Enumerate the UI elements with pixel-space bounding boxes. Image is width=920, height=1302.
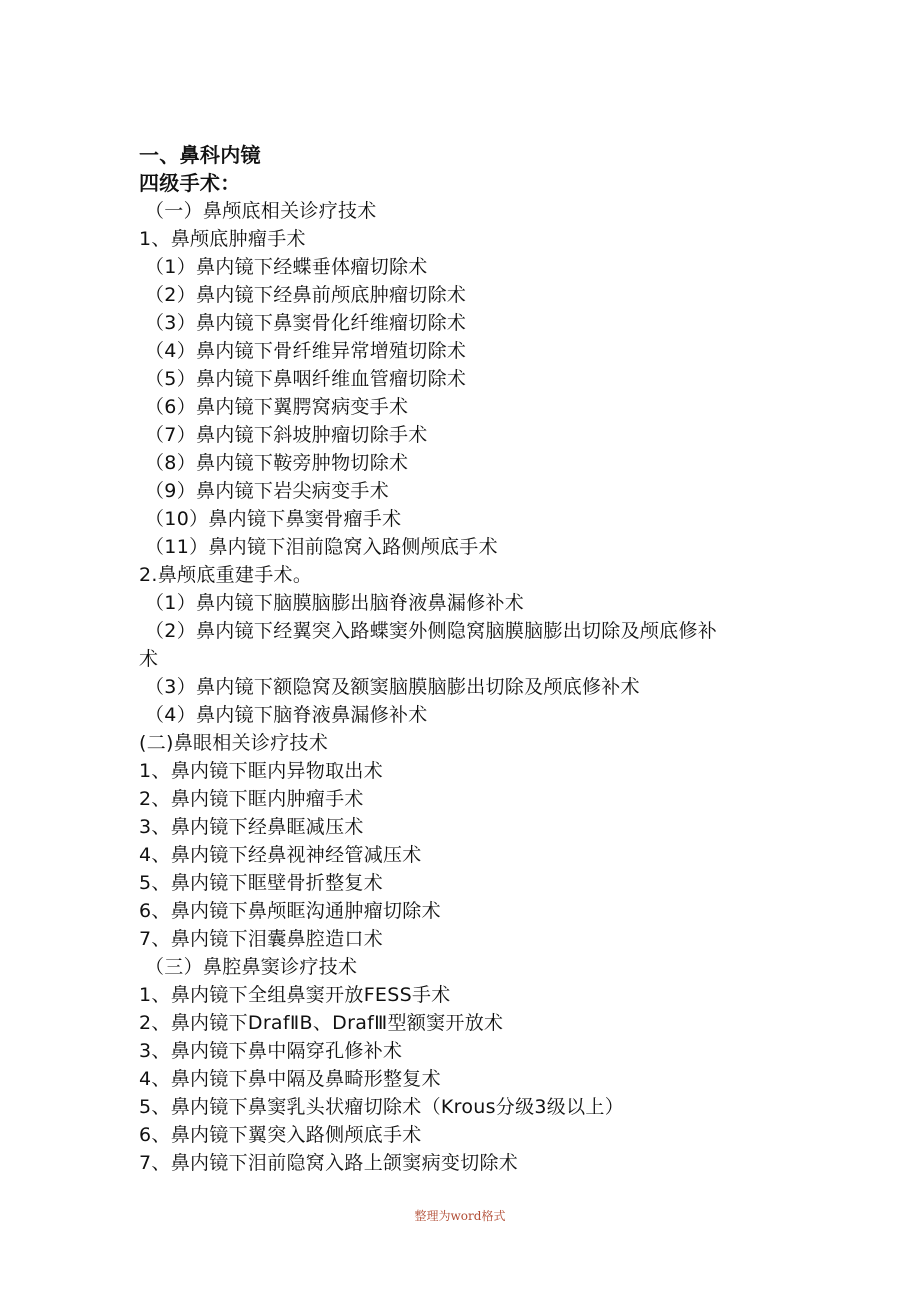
text-line: 4、鼻内镜下鼻中隔及鼻畸形整复术	[139, 1068, 441, 1090]
text-line: 1、鼻内镜下全组鼻窦开放FESS手术	[139, 984, 451, 1006]
text-line: （3）鼻内镜下额隐窝及额窦脑膜脑膨出切除及颅底修补术	[145, 676, 640, 698]
text-line: （一）鼻颅底相关诊疗技术	[145, 200, 377, 222]
section-heading: 四级手术：	[139, 171, 241, 195]
text-line: (二)鼻眼相关诊疗技术	[139, 732, 329, 754]
text-line: 5、鼻内镜下鼻窦乳头状瘤切除术（Krous分级3级以上）	[139, 1096, 624, 1118]
text-line: 6、鼻内镜下翼突入路侧颅底手术	[139, 1124, 422, 1146]
text-line: （1）鼻内镜下经蝶垂体瘤切除术	[145, 256, 428, 278]
text-line: 5、鼻内镜下眶壁骨折整复术	[139, 872, 383, 894]
document-body	[139, 141, 799, 1177]
text-line: 7、鼻内镜下泪前隐窝入路上颌窦病变切除术	[139, 1152, 519, 1174]
text-line: （1）鼻内镜下脑膜脑膨出脑脊液鼻漏修补术	[145, 592, 525, 614]
text-line: （2）鼻内镜下经翼突入路蝶窦外侧隐窝脑膜脑膨出切除及颅底修补	[145, 620, 718, 642]
text-line: （3）鼻内镜下鼻窦骨化纤维瘤切除术	[145, 312, 467, 334]
text-line: 6、鼻内镜下鼻颅眶沟通肿瘤切除术	[139, 900, 441, 922]
text-line: （2）鼻内镜下经鼻前颅底肿瘤切除术	[145, 284, 467, 306]
text-line: 术	[139, 648, 159, 670]
text-line: 4、鼻内镜下经鼻视神经管减压术	[139, 844, 422, 866]
text-line: （4）鼻内镜下骨纤维异常增殖切除术	[145, 340, 467, 362]
text-line: （10）鼻内镜下鼻窦骨瘤手术	[145, 508, 402, 530]
text-line: （11）鼻内镜下泪前隐窝入路侧颅底手术	[145, 536, 498, 558]
text-line: （5）鼻内镜下鼻咽纤维血管瘤切除术	[145, 368, 467, 390]
text-line: 2、鼻内镜下DrafⅡB、DrafⅢ型额窦开放术	[139, 1012, 504, 1034]
text-line: 7、鼻内镜下泪囊鼻腔造口术	[139, 928, 383, 950]
text-line: （6）鼻内镜下翼腭窝病变手术	[145, 396, 409, 418]
text-line: 3、鼻内镜下经鼻眶减压术	[139, 816, 364, 838]
text-line: 2、鼻内镜下眶内肿瘤手术	[139, 788, 364, 810]
text-line: 1、鼻颅底肿瘤手术	[139, 228, 306, 250]
section-heading: 一、鼻科内镜	[139, 143, 261, 167]
text-line: 2.鼻颅底重建手术。	[139, 564, 313, 586]
text-line: 1、鼻内镜下眶内异物取出术	[139, 760, 383, 782]
text-line: （三）鼻腔鼻窦诊疗技术	[145, 956, 358, 978]
text-line: （4）鼻内镜下脑脊液鼻漏修补术	[145, 704, 428, 726]
text-line: （8）鼻内镜下鞍旁肿物切除术	[145, 452, 409, 474]
page-footer: 整理为word格式	[414, 1209, 506, 1223]
text-line: 3、鼻内镜下鼻中隔穿孔修补术	[139, 1040, 403, 1062]
text-line: （7）鼻内镜下斜坡肿瘤切除手术	[145, 424, 428, 446]
text-line: （9）鼻内镜下岩尖病变手术	[145, 480, 389, 502]
